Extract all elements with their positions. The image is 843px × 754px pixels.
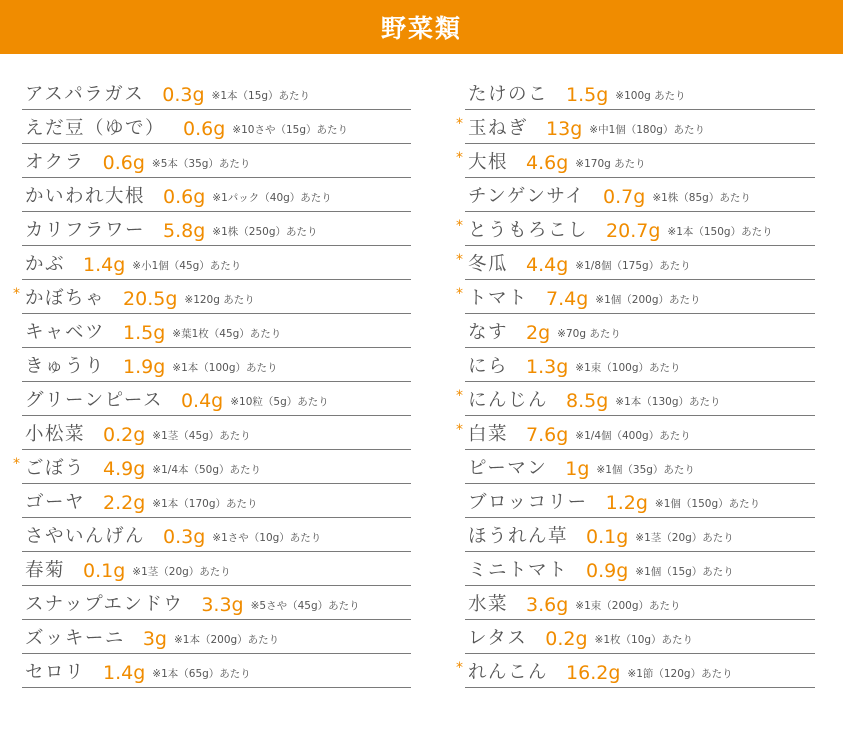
vegetable-name: にら bbox=[468, 356, 509, 377]
serving-note: ※1本（65g）あたり bbox=[152, 668, 251, 680]
vegetable-name: ほうれん草 bbox=[468, 526, 569, 547]
vegetable-name: ミニトマト bbox=[468, 560, 569, 581]
list-item bbox=[22, 586, 411, 620]
star-mark-icon: * bbox=[456, 252, 463, 268]
amount-value: 0.6g bbox=[102, 152, 145, 174]
amount-value: 1.9g bbox=[123, 356, 166, 378]
list-item bbox=[22, 654, 411, 688]
vegetable-name: スナップエンドウ bbox=[25, 594, 184, 615]
amount-value: 5.8g bbox=[163, 220, 206, 242]
star-mark-icon: * bbox=[456, 116, 463, 132]
star-mark-icon: * bbox=[456, 218, 463, 234]
amount-value: 2g bbox=[526, 322, 551, 344]
amount-value: 0.6g bbox=[163, 186, 206, 208]
list-item bbox=[456, 144, 815, 178]
list-item bbox=[456, 416, 815, 450]
list-item bbox=[22, 348, 411, 382]
list-item bbox=[22, 620, 411, 654]
amount-value: 2.2g bbox=[103, 492, 146, 514]
list-item bbox=[22, 382, 411, 416]
serving-note: ※1本（200g）あたり bbox=[173, 634, 280, 646]
amount-value: 3.3g bbox=[201, 594, 244, 616]
amount-value: 20.7g bbox=[606, 220, 661, 242]
amount-value: 0.3g bbox=[162, 84, 205, 106]
list-item bbox=[465, 620, 815, 654]
amount-value: 1g bbox=[565, 458, 590, 480]
serving-note: ※1個（150g）あたり bbox=[654, 498, 761, 510]
amount-value: 0.1g bbox=[586, 526, 629, 548]
list-item bbox=[465, 552, 815, 586]
list-item bbox=[465, 76, 815, 110]
page-title: 野菜類 bbox=[380, 14, 462, 43]
vegetable-name: れんこん bbox=[468, 662, 549, 683]
serving-note: ※1本（150g）あたり bbox=[667, 226, 773, 238]
vegetable-name: かぶ bbox=[25, 254, 66, 275]
vegetable-name: 大根 bbox=[468, 152, 509, 173]
amount-value: 1.5g bbox=[123, 322, 166, 344]
star-mark-icon: * bbox=[456, 660, 463, 676]
serving-note: ※1茎（20g）あたり bbox=[132, 566, 231, 578]
serving-note: ※1束（100g）あたり bbox=[575, 362, 681, 374]
vegetable-name: 春菊 bbox=[25, 560, 66, 581]
amount-value: 8.5g bbox=[566, 390, 609, 412]
amount-value: 0.9g bbox=[586, 560, 629, 582]
serving-note: ※1本（170g）あたり bbox=[152, 498, 258, 510]
vegetable-name: 玉ねぎ bbox=[468, 118, 529, 139]
list-item bbox=[456, 110, 815, 144]
vegetable-name: えだ豆（ゆで） bbox=[25, 118, 166, 139]
vegetable-name: ゴーヤ bbox=[25, 492, 86, 513]
vegetable-name: なす bbox=[468, 322, 509, 343]
list-item bbox=[22, 484, 411, 518]
serving-note: ※1節（120g）あたり bbox=[627, 668, 733, 680]
serving-note: ※1本（100g）あたり bbox=[172, 362, 278, 374]
amount-value: 0.3g bbox=[163, 526, 206, 548]
list-item bbox=[22, 416, 411, 450]
amount-value: 1.4g bbox=[103, 662, 146, 684]
star-mark-icon: * bbox=[13, 286, 20, 302]
vegetable-name: トマト bbox=[468, 288, 529, 309]
list-item bbox=[22, 552, 411, 586]
star-mark-icon: * bbox=[13, 456, 20, 472]
amount-value: 3.6g bbox=[526, 594, 569, 616]
serving-note: ※1束（200g）あたり bbox=[575, 600, 681, 612]
vegetable-name: グリーンピース bbox=[25, 390, 163, 411]
list-item bbox=[456, 280, 815, 314]
serving-note: ※1本（15g）あたり bbox=[211, 90, 311, 102]
serving-note: ※5本（35g）あたり bbox=[151, 158, 251, 170]
list-item bbox=[13, 450, 411, 484]
list-item bbox=[456, 212, 815, 246]
amount-value: 0.2g bbox=[103, 424, 146, 446]
serving-note: ※170g あたり bbox=[575, 158, 646, 170]
vegetable-name: 白菜 bbox=[468, 424, 509, 445]
vegetable-name: ズッキーニ bbox=[25, 628, 125, 649]
amount-value: 4.9g bbox=[103, 458, 146, 480]
list-item bbox=[456, 246, 815, 280]
serving-note: ※120g あたり bbox=[184, 294, 255, 306]
list-item bbox=[465, 348, 815, 382]
vegetable-name: 冬瓜 bbox=[468, 254, 509, 275]
list-item bbox=[465, 484, 815, 518]
list-item bbox=[22, 212, 411, 246]
list-item bbox=[465, 586, 815, 620]
serving-note: ※1パック（40g）あたり bbox=[212, 192, 332, 204]
serving-note: ※1さや（10g）あたり bbox=[212, 532, 322, 544]
vegetable-name: チンゲンサイ bbox=[468, 186, 586, 207]
serving-note: ※1株（250g）あたり bbox=[212, 226, 318, 238]
serving-note: ※1/4本（50g）あたり bbox=[152, 464, 262, 476]
list-item bbox=[465, 450, 815, 484]
vegetable-name: アスパラガス bbox=[25, 84, 145, 105]
vegetable-name: にんじん bbox=[468, 390, 549, 411]
amount-value: 0.7g bbox=[603, 186, 646, 208]
amount-value: 7.4g bbox=[546, 288, 589, 310]
amount-value: 0.6g bbox=[183, 118, 226, 140]
amount-value: 1.4g bbox=[83, 254, 126, 276]
vegetable-name: かぼちゃ bbox=[25, 288, 106, 309]
vegetable-name: ブロッコリー bbox=[468, 492, 588, 513]
vegetable-name: さやいんげん bbox=[25, 526, 146, 547]
vegetable-name: たけのこ bbox=[468, 84, 549, 105]
star-mark-icon: * bbox=[456, 422, 463, 438]
vegetable-name: ピーマン bbox=[468, 458, 548, 479]
star-mark-icon: * bbox=[456, 388, 463, 404]
list-item bbox=[465, 178, 815, 212]
amount-value: 1.2g bbox=[605, 492, 648, 514]
vegetable-name: 水菜 bbox=[468, 594, 509, 615]
list-item bbox=[22, 314, 411, 348]
list-item bbox=[22, 518, 411, 552]
serving-note: ※1個（200g）あたり bbox=[595, 294, 701, 306]
list-item bbox=[13, 280, 411, 314]
amount-value: 1.3g bbox=[526, 356, 569, 378]
amount-value: 7.6g bbox=[526, 424, 569, 446]
header-bar bbox=[0, 0, 843, 54]
star-mark-icon: * bbox=[456, 150, 463, 166]
amount-value: 0.1g bbox=[83, 560, 126, 582]
list-item bbox=[22, 144, 411, 178]
list-item bbox=[456, 382, 815, 416]
amount-value: 0.2g bbox=[545, 628, 588, 650]
serving-note: ※1茎（45g）あたり bbox=[152, 430, 251, 442]
vegetable-name: キャベツ bbox=[25, 322, 106, 343]
amount-value: 16.2g bbox=[566, 662, 621, 684]
serving-note: ※10粒（5g）あたり bbox=[230, 396, 329, 408]
right-column bbox=[456, 76, 815, 688]
serving-note: ※中1個（180g）あたり bbox=[589, 124, 705, 136]
star-mark-icon: * bbox=[456, 286, 463, 302]
serving-note: ※10さや（15g）あたり bbox=[232, 124, 348, 136]
serving-note: ※1/4個（400g）あたり bbox=[575, 430, 691, 442]
serving-note: ※1本（130g）あたり bbox=[615, 396, 721, 408]
list-item bbox=[22, 76, 411, 110]
vegetable-name: セロリ bbox=[25, 662, 86, 683]
list-item bbox=[22, 178, 411, 212]
serving-note: ※100g あたり bbox=[615, 90, 686, 102]
vegetable-name: 小松菜 bbox=[25, 424, 86, 445]
amount-value: 0.4g bbox=[180, 390, 224, 412]
vegetable-name: カリフラワー bbox=[25, 220, 146, 241]
serving-note: ※1枚（10g）あたり bbox=[594, 634, 694, 646]
vegetable-name: きゅうり bbox=[25, 356, 106, 377]
serving-note: ※小1個（45g）あたり bbox=[132, 260, 242, 272]
list-item bbox=[465, 518, 815, 552]
amount-value: 3g bbox=[142, 628, 167, 650]
vegetable-name: オクラ bbox=[25, 152, 85, 173]
left-column bbox=[13, 76, 411, 688]
amount-value: 20.5g bbox=[123, 288, 178, 310]
vegetable-name: かいわれ大根 bbox=[25, 186, 146, 207]
serving-note: ※70g あたり bbox=[557, 328, 621, 340]
amount-value: 4.6g bbox=[526, 152, 569, 174]
amount-value: 1.5g bbox=[566, 84, 609, 106]
serving-note: ※1個（35g）あたり bbox=[596, 464, 695, 476]
list-item bbox=[22, 246, 411, 280]
amount-value: 13g bbox=[546, 118, 583, 140]
amount-value: 4.4g bbox=[526, 254, 569, 276]
list-item bbox=[22, 110, 411, 144]
vegetable-name: レタス bbox=[468, 628, 528, 649]
vegetable-name: とうもろこし bbox=[468, 220, 589, 241]
serving-note: ※1/8個（175g）あたり bbox=[575, 260, 691, 272]
serving-note: ※1個（15g）あたり bbox=[635, 566, 734, 578]
serving-note: ※1株（85g）あたり bbox=[652, 192, 751, 204]
list-item bbox=[465, 314, 815, 348]
list-item bbox=[456, 654, 815, 688]
serving-note: ※葉1枚（45g）あたり bbox=[172, 328, 282, 340]
serving-note: ※1茎（20g）あたり bbox=[635, 532, 734, 544]
serving-note: ※5さや（45g）あたり bbox=[250, 600, 360, 612]
vegetable-name: ごぼう bbox=[25, 458, 86, 479]
